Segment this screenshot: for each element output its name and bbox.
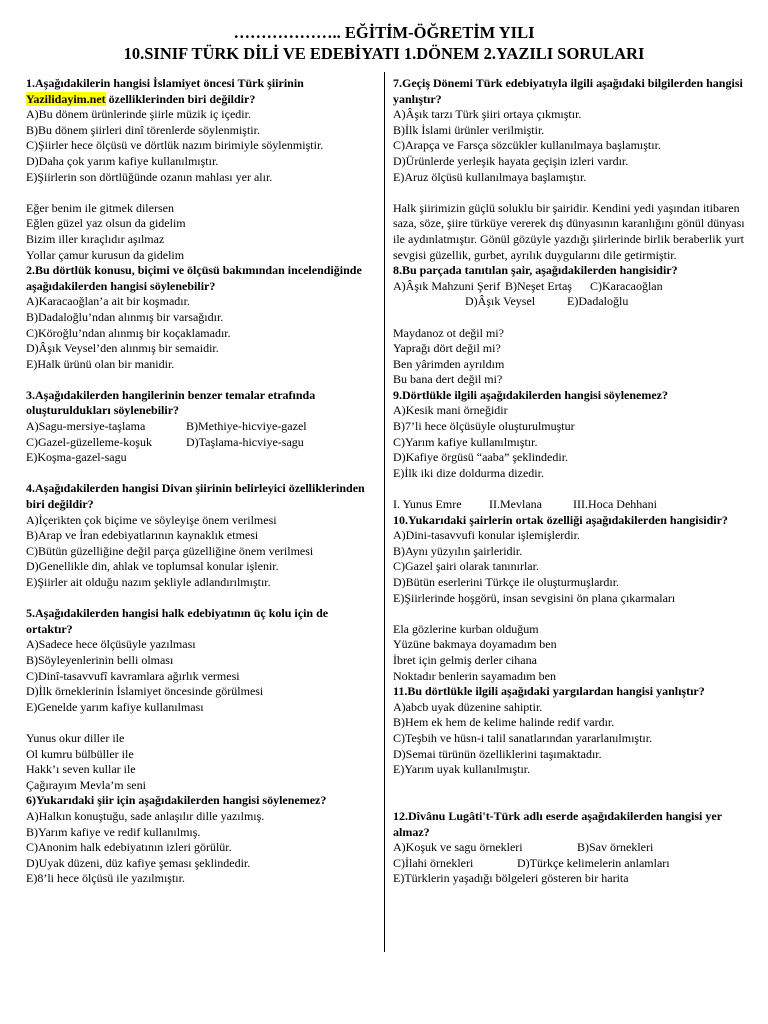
option: C)Gazel şairi olarak tanınırlar. — [393, 559, 539, 574]
option: B)İlk İslami ürünler verilmiştir. — [393, 122, 545, 137]
option: A)Halkın konuştuğu, sade anlaşılır dille yazılmış. — [26, 808, 265, 823]
option: D)Âşık Veysel’den alınmış bir semaidir. — [26, 341, 219, 356]
option: B)Sav örnekleri — [577, 840, 654, 855]
poem-line: İbret için gelmiş derler cihana — [393, 652, 537, 667]
poem-line: Noktadır benlerin sayamadım ben — [393, 668, 556, 683]
option: C)İlahi örnekleri — [393, 855, 474, 870]
option: D)Semai türünün özelliklerini taşımaktadır. — [393, 746, 602, 761]
option: D)Taşlama-hicviye-sagu — [186, 434, 304, 449]
option: E)İlk iki dize doldurma dizedir. — [393, 465, 544, 480]
option: A)İçerikten çok biçime ve söyleyişe önem verilmesi — [26, 512, 277, 527]
option: A)Sagu-mersiye-taşlama — [26, 419, 146, 434]
option: D)Kafiye örgüsü “aaba” şeklindedir. — [393, 450, 569, 465]
question-10-stem: 10.Yukarıdaki şairlerin ortak özelliği aşağıdakilerden hangisidir? — [393, 512, 728, 527]
question-12-stem: 12.Dîvânu Lugâti't-Türk adlı eserde aşağıdakilerden hangisi yer almaz? — [393, 808, 722, 839]
poem-line: Ben yârimden ayrıldım — [393, 356, 505, 371]
option: B)Hem ek hem de kelime halinde redif vardır. — [393, 715, 615, 730]
poem-line: Ela gözlerine kurban olduğum — [393, 621, 539, 636]
option: D)Âşık Veysel — [465, 294, 536, 309]
poem-line: Eğer benim ile gitmek dilersen — [26, 200, 174, 215]
option: A)Koşuk ve sagu örnekleri — [393, 840, 523, 855]
option: A)Kesik mani örneğidir — [393, 403, 508, 418]
question-4 — [26, 481, 374, 590]
option: B)Bu dönem şiirleri dinî törenlerde söylenmiştir. — [26, 122, 260, 137]
question-5 — [26, 606, 374, 715]
poem-2 — [26, 731, 374, 793]
exam-title: 10.SINIF TÜRK DİLİ VE EDEBİYATI 1.DÖNEM 2.YAZILI SORULARI — [123, 44, 645, 63]
poem-line: Bizim iller kıraçlıdır aşılmaz — [26, 231, 165, 246]
poet-item: I. Yunus Emre — [393, 497, 462, 512]
option: E)Dadaloğlu — [567, 294, 629, 309]
option: B)Methiye-hicviye-gazel — [186, 419, 307, 434]
option: B)Neşet Ertaş — [505, 278, 572, 293]
question-2-stem: 2.Bu dörtlük konusu, biçimi ve ölçüsü bakımından incelendiğinde aşağıdakilerden hangisi söylenebilir? — [26, 263, 362, 293]
question-5-stem: 5.Aşağıdakilerden hangisi halk edebiyatının üç kolu için de ortaktır? — [26, 606, 329, 636]
poem-line: Maydanoz ot değil mi? — [393, 325, 504, 340]
option: E)Koşma-gazel-sagu — [26, 450, 127, 465]
option: E)Şiirlerinde hoşgörü, insan sevgisini ön plana çıkarmaları — [393, 590, 676, 605]
question-3 — [26, 388, 374, 466]
poem-line: Eğlen güzel yaz olsun da gidelim — [26, 216, 186, 231]
option: D)Ürünlerde yerleşik hayata geçişin izleri vardır. — [393, 153, 629, 168]
question-6-stem: 6)Yukarıdaki şiir için aşağıdakilerden hangisi söylenemez? — [26, 793, 327, 808]
option: D)İlk örneklerinin İslamiyet öncesinde görülmesi — [26, 684, 264, 699]
option: E)8’li hece ölçüsü ile yazılmıştır. — [26, 871, 185, 886]
option: A)abcb uyak düzenine sahiptir. — [393, 699, 543, 714]
option: C)Köroğlu’ndan alınmış bir koçaklamadır. — [26, 325, 231, 340]
option: C)Gazel-güzelleme-koşuk — [26, 434, 152, 449]
option: D)Daha çok yarım kafiye kullanılmıştır. — [26, 153, 219, 168]
option: E)Genelde yarım kafiye kullanılması — [26, 699, 204, 714]
left-column — [26, 76, 374, 887]
question-9-stem: 9.Dörtlükle ilgili aşağıdakilerden hangisi söylenemez? — [393, 387, 669, 402]
poem-4 — [393, 622, 745, 684]
option: A)Sadece hece ölçüsüyle yazılması — [26, 637, 196, 652]
option: C)Anonim halk edebiyatının izleri görülür. — [26, 840, 232, 855]
option: C)Karacaoğlan — [590, 278, 663, 293]
option: E)Şiirler ait olduğu nazım şekliyle adlandırılmıştır. — [26, 575, 271, 589]
academic-year-title: ……………….. EĞİTİM-ÖĞRETİM YILI — [233, 23, 535, 42]
option: D)Türkçe kelimelerin anlamları — [517, 855, 670, 870]
column-divider — [384, 72, 385, 952]
option: E)Aruz ölçüsü kullanılmaya başlamıştır. — [393, 169, 587, 184]
question-11 — [393, 684, 745, 778]
option: B)Dadaloğlu’ndan alınmış bir varsağıdır. — [26, 309, 224, 324]
question-9 — [393, 388, 745, 482]
poem-line: Yunus okur diller ile — [26, 730, 125, 745]
question-7 — [393, 76, 745, 185]
option: C)Şiirler hece ölçüsü ve dörtlük nazım birimiyle söylenmiştir. — [26, 138, 324, 153]
option: A)Karacaoğlan’a ait bir koşmadır. — [26, 294, 190, 309]
question-2 — [26, 263, 374, 372]
question-1-stem: 1.Aşağıdakilerin hangisi İslamiyet öncesi Türk şiirinin Yazilidayim.net özelliklerinden biri değildir? — [26, 76, 304, 106]
option: D)Genellikle din, ahlak ve toplumsal konular işlenir. — [26, 559, 279, 574]
question-3-stem: 3.Aşağıdakilerden hangilerinin benzer temalar etrafında oluşturuldukları söylenebilir? — [26, 387, 316, 418]
option: C)Yarım kafiye kullanılmıştır. — [393, 434, 538, 449]
option: B)Söyleyenlerinin belli olması — [26, 652, 174, 667]
question-6 — [26, 793, 374, 887]
option: E)Türklerin yaşadığı bölgeleri gösteren bir harita — [393, 871, 629, 886]
question-10 — [393, 513, 745, 607]
right-column — [393, 76, 745, 887]
poet-list — [393, 497, 745, 513]
poem-line: Yaprağı dört değil mi? — [393, 341, 501, 356]
option: B)Aynı yüzyılın şairleridir. — [393, 543, 523, 558]
question-1 — [26, 76, 374, 185]
poem-line: Yüzüne bakmaya doyamadım ben — [393, 637, 557, 652]
poem-line: Çağırayım Mevla’m seni — [26, 777, 146, 792]
option: C)Teşbih ve hüsn-i talil sanatlarından yararlanılmıştır. — [393, 730, 653, 745]
option: A)Bu dönem ürünlerinde şiirle müzik iç içedir. — [26, 107, 251, 122]
poem-line: Hakk’ı seven kullar ile — [26, 762, 136, 777]
poem-3 — [393, 326, 745, 388]
option: E)Yarım uyak kullanılmıştır. — [393, 762, 531, 777]
option: C)Arapça ve Farsça sözcükler kullanılmaya başlamıştır. — [393, 138, 661, 153]
poet-item: II.Mevlana — [489, 497, 542, 512]
option: D)Uyak düzeni, düz kafiye şeması şeklindedir. — [26, 855, 251, 870]
question-8 — [393, 263, 745, 310]
option: A)Âşık Mahzuni Şerif — [393, 278, 501, 293]
watermark-site-link[interactable]: Yazilidayim.net — [26, 91, 106, 106]
question-4-stem: 4.Aşağıdakilerden hangisi Divan şiirinin belirleyici özelliklerinden biri değildir? — [26, 481, 365, 512]
option: E)Halk ürünü olan bir manidir. — [26, 356, 175, 371]
question-12 — [393, 809, 745, 887]
poem-1 — [26, 201, 374, 263]
poem-line: Yollar çamur kurusun da gidelim — [26, 247, 185, 262]
option: B)7’li hece ölçüsüyle oluşturulmuştur — [393, 419, 575, 434]
option: B)Arap ve İran edebiyatlarının kaynaklık etmesi — [26, 528, 259, 543]
exam-header — [0, 22, 768, 64]
question-11-stem: 11.Bu dörtlükle ilgili aşağıdaki yargılardan hangisi yanlıştır? — [393, 684, 705, 699]
question-7-stem: 7.Geçiş Dönemi Türk edebiyatıyla ilgili aşağıdaki bilgilerden hangisi yanlıştır? — [393, 76, 743, 106]
option: A)Dini-tasavvufi konular işlemişlerdir. — [393, 528, 580, 543]
option: C)Bütün güzelliğine değil parça güzelliğine önem verilmesi — [26, 543, 314, 558]
poem-line: Bu bana dert değil mi? — [393, 372, 503, 387]
option: B)Yarım kafiye ve redif kullanılmış. — [26, 824, 201, 839]
poet-item: III.Hoca Dehhani — [573, 497, 657, 512]
option: A)Âşık tarzı Türk şiiri ortaya çıkmıştır. — [393, 107, 582, 122]
question-8-stem: 8.Bu parçada tanıtılan şair, aşağıdakilerden hangisidir? — [393, 263, 678, 278]
option: D)Bütün eserlerini Türkçe ile oluşturmuşlardır. — [393, 575, 620, 589]
poem-line: Ol kumru bülbüller ile — [26, 746, 134, 761]
option: C)Dinî-tasavvufî kavramlara ağırlık vermesi — [26, 668, 240, 683]
passage-8: Halk şiirimizin güçlü soluklu bir şairidir. Kendini yedi yaşından itibaren saza, söze, şiire türküye vererek dış dünyasının karanlığını gönül dünyası ile aydınlatmıştır. Gönül gözüyle yazdığı şiirlerinde birlik beraberlik yurt sevgisi güzellik, gurbet, ayrılık duygularını dile getirmiştir. — [393, 200, 745, 262]
option: E)Şiirlerin son dörtlüğünde ozanın mahlası yer alır. — [26, 169, 273, 184]
